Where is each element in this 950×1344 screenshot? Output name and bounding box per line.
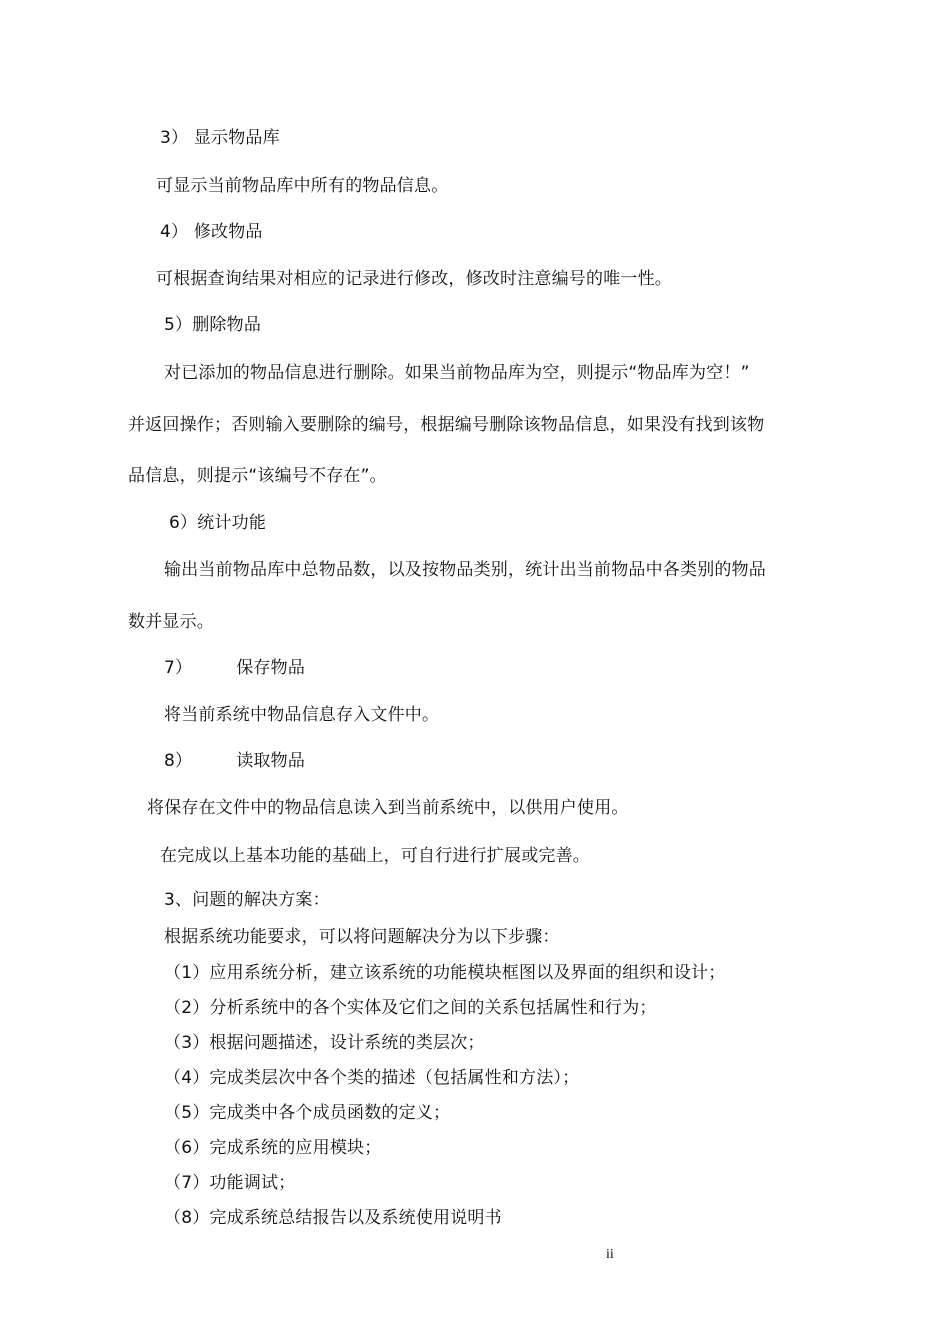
section-5-body-line-2: 并返回操作；否则输入要删除的编号，根据编号删除该物品信息，如果没有找到该物: [128, 415, 765, 435]
solution-step: （2）分析系统中的各个实体及它们之间的关系包括属性和行为；: [164, 998, 657, 1018]
section-7-title: 保存物品: [236, 658, 306, 678]
section-7-heading: [164, 657, 305, 679]
section-6-body-line-1: 输出当前物品库中总物品数，以及按物品类别，统计出当前物品中各类别的物品: [164, 560, 766, 580]
solution-step: （3）根据问题描述，设计系统的类层次；: [164, 1033, 485, 1053]
section-5-body-line-3: 品信息，则提示“该编号不存在”。: [128, 466, 387, 486]
solution-step: （6）完成系统的应用模块；: [164, 1138, 382, 1158]
section-3-heading: 3） 显示物品库: [160, 128, 280, 148]
section-6-body-line-2: 数并显示。: [128, 612, 214, 632]
section-8-body: 将保存在文件中的物品信息读入到当前系统中，以供用户使用。: [147, 798, 629, 818]
section-8-number: 8）: [164, 751, 193, 771]
section-6-heading: 6）统计功能: [169, 513, 267, 533]
solution-heading: 3、问题的解决方案：: [164, 890, 330, 910]
solution-intro: 根据系统功能要求，可以将问题解决分为以下步骤：: [164, 927, 560, 947]
section-8-title: 读取物品: [236, 751, 306, 771]
solution-step: （1）应用系统分析，建立该系统的功能模块框图以及界面的组织和设计；: [164, 963, 726, 983]
page-number: ii: [606, 1247, 614, 1262]
section-5-body-line-1: 对已添加的物品信息进行删除。如果当前物品库为空，则提示“物品库为空！”: [164, 363, 750, 383]
section-7-number: 7）: [164, 658, 193, 678]
section-5-heading: 5）删除物品: [164, 315, 262, 335]
solution-step: （8）完成系统总结报告以及系统使用说明书: [164, 1208, 502, 1228]
extension-note: 在完成以上基本功能的基础上，可自行进行扩展或完善。: [160, 846, 590, 866]
section-8-heading: [164, 750, 305, 772]
solution-step: （5）完成类中各个成员函数的定义；: [164, 1103, 451, 1123]
solution-step: （7）功能调试；: [164, 1173, 296, 1193]
section-3-body: 可显示当前物品库中所有的物品信息。: [156, 176, 449, 196]
section-4-heading: 4） 修改物品: [160, 222, 263, 242]
section-7-body: 将当前系统中物品信息存入文件中。: [164, 705, 440, 725]
solution-step: （4）完成类层次中各个类的描述（包括属性和方法）；: [164, 1068, 580, 1088]
section-4-body: 可根据查询结果对相应的记录进行修改，修改时注意编号的唯一性。: [156, 269, 672, 289]
